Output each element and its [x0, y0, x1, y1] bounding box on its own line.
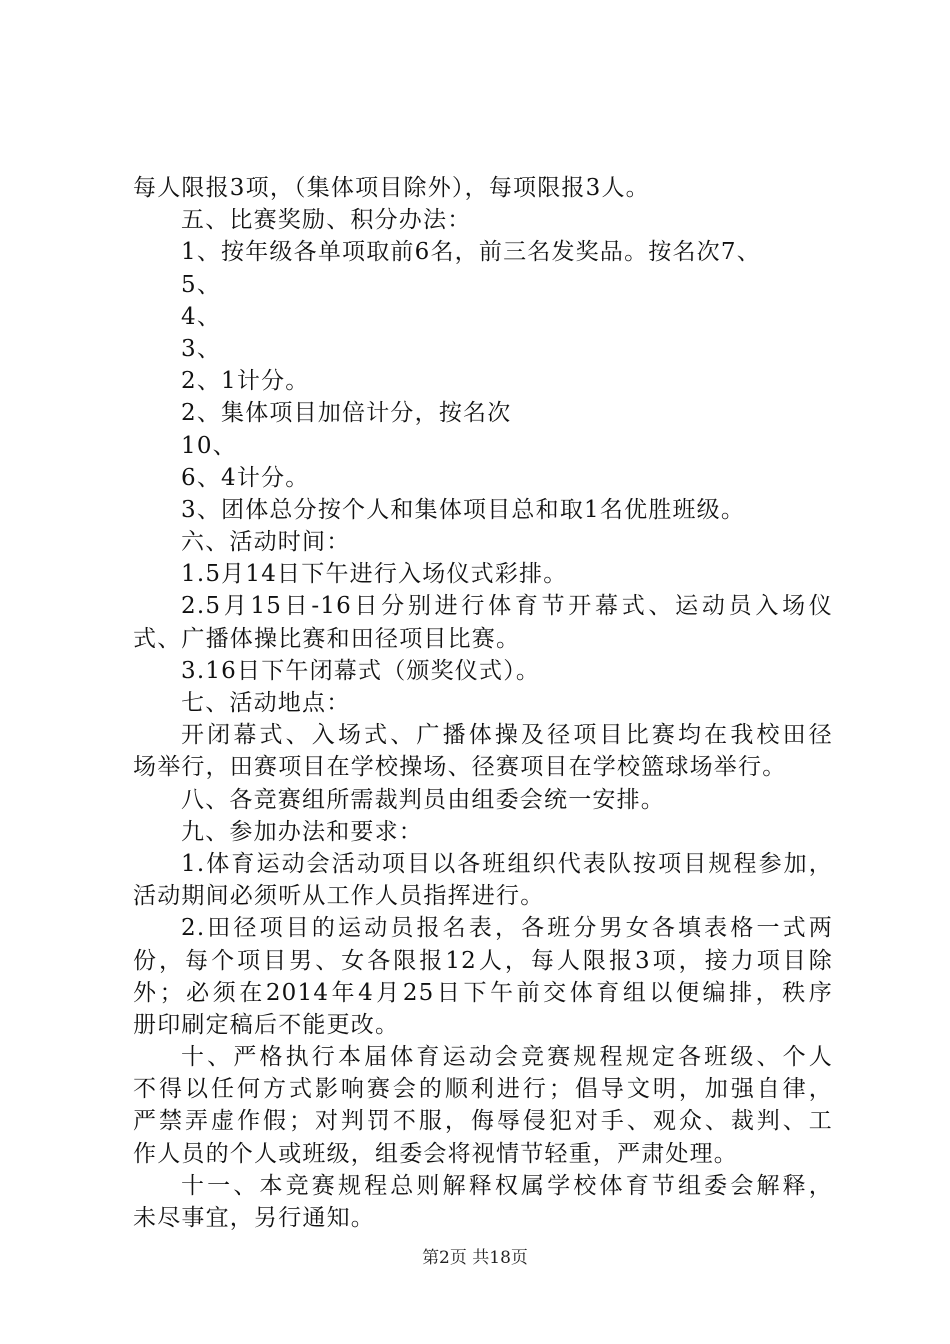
text-line-31: 作人员的个人或班级，组委会将视情节轻重，严肃处理。 [133, 1140, 738, 1167]
text-line-29: 不得以任何方式影响赛会的顺利进行；倡导文明，加强自律， [133, 1076, 833, 1103]
text-line-4: 5、 [181, 271, 222, 298]
text-line-14: 2.5月15日-16日分别进行体育节开幕式、运动员入场仪 [181, 593, 833, 620]
text-line-33: 未尽事宜，另行通知。 [133, 1205, 375, 1231]
heading-section-9: 九、参加办法和要求： [181, 818, 423, 845]
text-line-1: 每人限报3项，（集体项目除外），每项限报3人。 [133, 175, 650, 201]
text-line-9: 10、 [181, 432, 237, 459]
text-line-22: 1.体育运动会活动项目以各班组织代表队按项目规程参加， [181, 850, 833, 877]
heading-section-10: 十、严格执行本届体育运动会竞赛规程规定各班级、个人 [181, 1044, 833, 1071]
heading-section-11: 十一、本竞赛规程总则解释权属学校体育节组委会解释， [181, 1172, 833, 1199]
text-line-11: 3、团体总分按个人和集体项目总和取1名优胜班级。 [181, 496, 746, 523]
text-line-6: 3、 [181, 335, 222, 362]
heading-section-8: 八、各竞赛组所需裁判员由组委会统一安排。 [181, 786, 665, 813]
text-line-7: 2、1计分。 [181, 368, 310, 395]
text-line-18: 开闭幕式、入场式、广播体操及径项目比赛均在我校田径 [181, 722, 833, 749]
page-number-footer: 第2页 共18页 [422, 1248, 528, 1268]
text-line-30: 严禁弄虚作假；对判罚不服，侮辱侵犯对手、观众、裁判、工 [133, 1108, 833, 1135]
text-line-16: 3.16日下午闭幕式（颁奖仪式）。 [181, 657, 541, 684]
text-line-3: 1、按年级各单项取前6名，前三名发奖品。按名次7、 [181, 239, 761, 266]
text-line-5: 4、 [181, 303, 222, 330]
text-line-24: 2.田径项目的运动员报名表，各班分男女各填表格一式两 [181, 915, 833, 942]
text-line-19: 场举行，田赛项目在学校操场、径赛项目在学校篮球场举行。 [133, 754, 787, 781]
document-body [133, 172, 833, 1234]
heading-section-5: 五、比赛奖励、积分办法： [181, 207, 472, 234]
text-line-26: 外；必须在2014年4月25日下午前交体育组以便编排，秩序 [133, 979, 833, 1006]
text-line-10: 6、4计分。 [181, 464, 310, 491]
text-line-25: 份，每个项目男、女各限报12人，每人限报3项，接力项目除 [133, 947, 833, 974]
text-line-27: 册印刷定稿后不能更改。 [133, 1011, 400, 1038]
heading-section-6: 六、活动时间： [181, 529, 351, 556]
text-line-23: 活动期间必须听从工作人员指挥进行。 [133, 883, 545, 910]
heading-section-7: 七、活动地点： [181, 690, 351, 716]
text-line-15: 式、广播体操比赛和田径项目比赛。 [133, 625, 521, 652]
text-line-13: 1.5月14日下午进行入场仪式彩排。 [181, 561, 568, 588]
text-line-8: 2、集体项目加倍计分，按名次 [181, 400, 512, 427]
